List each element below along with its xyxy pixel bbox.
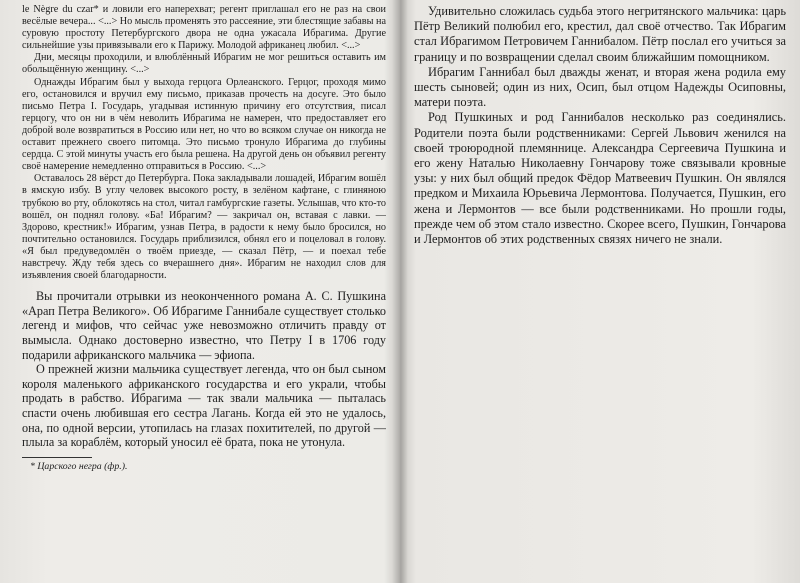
commentary-paragraph: Вы прочитали отрывки из неоконченного романа А. С. Пушкина «Арап Петра Великого». Об Ибрагиме Ганнибале существует столько легенд и мифов, что сейчас уже невозможно отличить правду от вымысла. Однако достоверно известно, что Петру I в 1706 году подарили африканского мальчика — эфиопа. [22, 289, 386, 362]
right-paragraph: Удивительно сложилась судьба этого негритянского мальчика: царь Пётр Великий полюбил его, крестил, дал своё отчество. Так Ибрагим стал Ибрагимом Петровичем Ганнибалом. Пётр послал его учиться за границу и по возвращении сделал своим ближайшим помощником. [414, 4, 786, 64]
book-gutter [392, 0, 408, 583]
novel-excerpt [22, 4, 386, 282]
left-page [22, 4, 386, 574]
footnote: * Царского негра (фр.). [30, 460, 128, 472]
excerpt-paragraph: Дни, месяцы проходили, и влюблённый Ибрагим не мог решиться оставить им обольщённую женщину. <...> [22, 52, 386, 76]
excerpt-paragraph: le Nègre du czar* и ловили его наперехват; регент приглашал его не раз на свои весёлые вечера... <...> Но мысль променять это рассеяние, эти блестящие забавы на суровую простоту Петербургского двора не одна ужасала Ибрагима. Другие сильнейшие узы привязывали его к Парижу. Молодой африканец любил. <...> [22, 4, 386, 52]
excerpt-paragraph: Оставалось 28 вёрст до Петербурга. Пока закладывали лошадей, Ибрагим вошёл в ямскую избу. В углу человек высокого росту, в зелёном кафтане, с глиняною трубкою во рту, облокотясь на стол, читал гамбургские газеты. Услышав, что кто-то вошёл, он поднял голову. «Ба! Ибрагим? — закричал он, вставая с лавки. — Здорово, крестник!» Ибрагим, узнав Петра, в радости к нему было бросился, но почтительно остановился. Государь приблизился, обнял его и поцеловал в голову. «Я был предуведомлён о твоём приезде, — сказал Пётр, — и поехал тебе навстречу. Жду тебя здесь со вчерашнего дня». Ибрагим не находил слов для изъявления своей благодарности. [22, 173, 386, 282]
commentary [22, 289, 386, 450]
right-page [414, 4, 786, 574]
excerpt-paragraph: Однажды Ибрагим был у выхода герцога Орлеанского. Герцог, проходя мимо его, остановился и вручил ему письмо, приказав прочесть на досуге. Это было письмо Петра I. Государь, угадывая истинную причину его отсутствия, писал герцогу, что он ни в чём неволить Ибрагима не намерен, что предоставляет его доброй воле возвратиться в Россию или нет, но что во всяком случае он никогда не оставит прежнего своего питомца. Это письмо тронуло Ибрагима до глубины сердца. С этой минуты участь его была решена. На другой день он объявил регенту своё намерение немедленно отправиться в Россию. <...> [22, 76, 386, 173]
right-page-text [414, 4, 786, 247]
right-paragraph: Ибрагим Ганнибал был дважды женат, и вторая жена родила ему шесть сыновей; один из них, Осип, был отцом Надежды Осиповны, матери поэта. [414, 64, 786, 110]
commentary-paragraph: О прежней жизни мальчика существует легенда, что он был сыном короля маленького африканского государства и его украли, чтобы продать в рабство. Ибрагима — так звали мальчика — пыталась спасти очень любившая его сестра Лагань. Когда ей это не удалось, она, по одной версии, утопилась на глазах похитителей, по другой — плыла за кораблём, который уносил её брата, пока не утонула. [22, 362, 386, 450]
footnote-divider [22, 457, 92, 458]
right-paragraph: Род Пушкиных и род Ганнибалов несколько раз соединялись. Родители поэта были родственниками: Сергей Львович женился на своей троюродной племяннице. Александра Сергеевича Пушкина и его жену Наталью Николаевну Гончарову тоже связывали кровные узы: у них был общий предок Фёдор Матвеевич Пушкин. Он являлся предком и Михаила Юрьевича Лермонтова. Получается, Пушкин, его жена и Лермонтов — все были родственниками. Но прошли годы, прежде чем об этом стало известно. Скорее всего, Пушкин, Гончарова и Лермонтов об этих родственных связях ничего не знали. [414, 110, 786, 247]
